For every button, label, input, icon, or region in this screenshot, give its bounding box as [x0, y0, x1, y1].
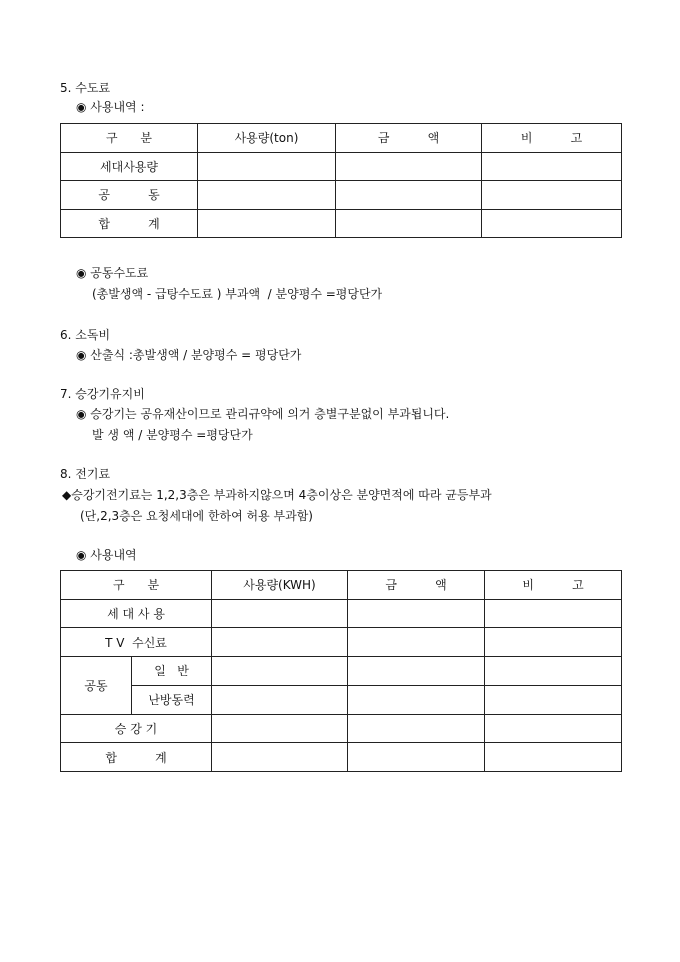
header-category: 구 분 — [61, 571, 212, 600]
cell — [198, 152, 336, 181]
row-label: 승 강 기 — [61, 714, 212, 743]
cell — [485, 599, 622, 628]
table-row — [61, 152, 622, 181]
cell — [212, 685, 348, 714]
electricity-heading: 8. 전기료 — [60, 467, 111, 481]
table-row — [61, 181, 622, 210]
header-amount: 금 액 — [348, 571, 485, 600]
cell — [485, 628, 622, 657]
table-row — [61, 209, 622, 238]
cell — [212, 657, 348, 686]
cell — [485, 714, 622, 743]
row-label: 합 계 — [61, 743, 212, 772]
table-row — [61, 657, 622, 686]
cell — [485, 743, 622, 772]
cell — [485, 657, 622, 686]
cell — [336, 209, 482, 238]
row-label: 세대사용량 — [61, 152, 198, 181]
header-amount: 금 액 — [336, 124, 482, 153]
cell — [198, 209, 336, 238]
cell — [348, 628, 485, 657]
cell — [336, 152, 482, 181]
row-label: 일 반 — [132, 657, 212, 686]
cell — [482, 209, 622, 238]
electricity-note: ◆승강기전기료는 1,2,3층은 부과하지않으며 4층이상은 분양면적에 따라 균등부과 — [62, 488, 492, 502]
disinfection-heading: 6. 소독비 — [60, 328, 111, 342]
row-label: 세 대 사 용 — [61, 599, 212, 628]
cell — [348, 599, 485, 628]
cell — [212, 599, 348, 628]
electricity-note-2: (단,2,3층은 요청세대에 한하여 허용 부과함) — [80, 509, 313, 523]
table-row — [61, 685, 622, 714]
cell — [485, 685, 622, 714]
table-header-row — [61, 124, 622, 153]
elevator-note: ◉ 승강기는 공유재산이므로 관리규약에 의거 층별구분없이 부과됩니다. — [76, 407, 450, 421]
header-remarks: 비 고 — [485, 571, 622, 600]
row-group-label: 공동 — [61, 657, 132, 714]
water-usage-table — [60, 123, 622, 238]
table-header-row — [61, 571, 622, 600]
cell — [212, 714, 348, 743]
common-water-label: ◉ 공동수도료 — [76, 266, 149, 280]
cell — [348, 685, 485, 714]
cell — [336, 181, 482, 210]
common-water-formula: (총발생액 - 급탕수도료 ) 부과액 / 분양평수 =평당단가 — [92, 287, 383, 301]
header-category: 구 분 — [61, 124, 198, 153]
table-row — [61, 599, 622, 628]
cell — [482, 181, 622, 210]
water-usage-label: ◉ 사용내역 : — [76, 100, 145, 114]
cell — [212, 628, 348, 657]
table-row — [61, 628, 622, 657]
cell — [348, 714, 485, 743]
cell — [348, 743, 485, 772]
cell — [482, 152, 622, 181]
header-usage: 사용량(ton) — [198, 124, 336, 153]
disinfection-formula: ◉ 산출식 :총발생액 / 분양평수 = 평당단가 — [76, 348, 302, 362]
row-label: 난방동력 — [132, 685, 212, 714]
water-heading: 5. 수도료 — [60, 81, 111, 95]
elevator-heading: 7. 승강기유지비 — [60, 387, 145, 401]
electricity-usage-table — [60, 570, 622, 772]
row-label: 공 동 — [61, 181, 198, 210]
header-remarks: 비 고 — [482, 124, 622, 153]
cell — [348, 657, 485, 686]
table-row — [61, 714, 622, 743]
cell — [212, 743, 348, 772]
cell — [198, 181, 336, 210]
elevator-formula: 발 생 액 / 분양평수 =평당단가 — [92, 428, 253, 442]
electricity-usage-label: ◉ 사용내역 — [76, 548, 137, 562]
row-label: 합 계 — [61, 209, 198, 238]
header-usage: 사용량(KWH) — [212, 571, 348, 600]
row-label: T V 수신료 — [61, 628, 212, 657]
table-row — [61, 743, 622, 772]
